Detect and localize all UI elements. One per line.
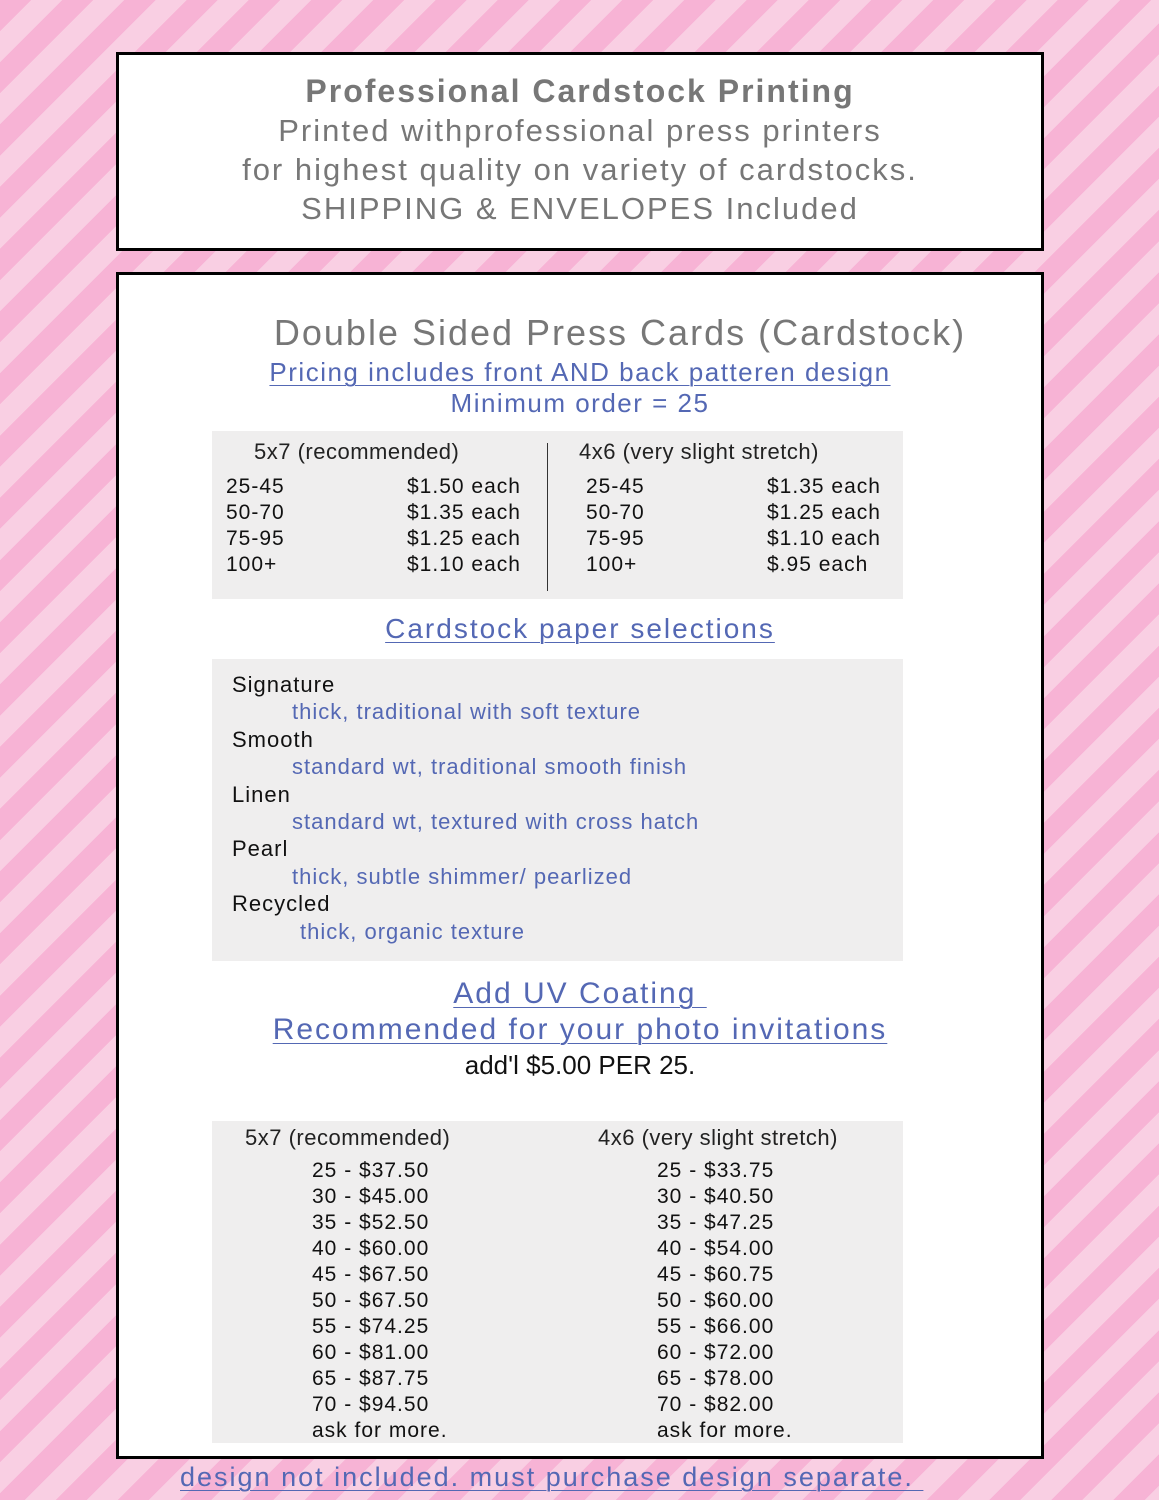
uv-price-row: 40 - $54.00 [657,1237,775,1260]
pricing-note: Pricing includes front AND back patteren design [269,357,891,387]
uv-price-row: 60 - $81.00 [312,1341,430,1364]
press-cards-title: Double Sided Press Cards (Cardstock) [273,312,967,353]
price: $1.25 each [407,527,521,550]
uv-price-row: 45 - $67.50 [312,1263,430,1286]
qty-list-5x7 [226,475,285,579]
minimum-order: Minimum order = 25 [450,388,710,418]
price-list-4x6 [767,475,881,579]
press-pricing-panel [212,431,903,599]
uv-price-row: 50 - $67.50 [312,1289,430,1312]
header-line: Printed withprofessional press printers [278,113,882,148]
footer-note: design not included. must purchase design separate. [180,1462,924,1492]
column-heading-5x7: 5x7 (recommended) [245,1125,451,1150]
paper-name: Pearl [232,836,289,862]
uv-list-4x6 [657,1159,793,1445]
uv-coating-price: add'l $5.00 PER 25. [464,1050,696,1080]
uv-price-row: 60 - $72.00 [657,1341,775,1364]
uv-list-5x7 [312,1159,448,1445]
header-line: for highest quality on variety of cardstocks. [242,152,918,187]
qty: 25-45 [226,475,285,498]
price: $1.35 each [407,501,521,524]
uv-price-row: ask for more. [657,1419,793,1442]
header-line: SHIPPING & ENVELOPES Included [301,191,859,226]
content-box [116,272,1044,1459]
paper-desc: standard wt, traditional smooth finish [292,754,688,780]
price: $1.10 each [767,527,881,550]
paper-panel [212,659,903,961]
uv-price-row: 70 - $94.50 [312,1393,430,1416]
uv-coating-title: Add UV Coating [453,977,707,1010]
uv-price-row: 65 - $87.75 [312,1367,430,1390]
column-divider [547,443,548,591]
qty: 75-95 [586,527,645,550]
paper-selections-title: Cardstock paper selections [385,613,775,644]
qty: 100+ [586,553,638,576]
qty: 100+ [226,553,278,576]
uv-pricing-panel [212,1121,903,1443]
header-title: Professional Cardstock Printing [305,73,855,109]
uv-price-row: 55 - $66.00 [657,1315,775,1338]
header-box [116,52,1044,251]
uv-price-row: 30 - $40.50 [657,1185,775,1208]
qty-list-4x6 [586,475,645,579]
uv-price-row: 50 - $60.00 [657,1289,775,1312]
paper-desc: thick, subtle shimmer/ pearlized [292,863,633,889]
column-heading-5x7: 5x7 (recommended) [254,439,460,464]
paper-desc: standard wt, textured with cross hatch [292,809,700,835]
qty: 50-70 [586,501,645,524]
uv-coating-subtitle: Recommended for your photo invitations [272,1013,888,1046]
price: $1.35 each [767,475,881,498]
column-heading-4x6: 4x6 (very slight stretch) [579,439,819,464]
uv-price-row: ask for more. [312,1419,448,1442]
uv-price-row: 65 - $78.00 [657,1367,775,1390]
uv-price-row: 35 - $47.25 [657,1211,775,1234]
paper-name: Smooth [232,726,314,752]
uv-price-row: 55 - $74.25 [312,1315,430,1338]
qty: 50-70 [226,501,285,524]
qty: 75-95 [226,527,285,550]
paper-name: Signature [232,672,336,697]
uv-price-row: 35 - $52.50 [312,1211,430,1234]
paper-list [232,671,699,945]
qty: 25-45 [586,475,645,498]
paper-desc: thick, traditional with soft texture [292,699,642,725]
column-heading-4x6: 4x6 (very slight stretch) [598,1125,838,1150]
uv-price-row: 30 - $45.00 [312,1185,430,1208]
price-list-5x7 [407,475,521,579]
uv-price-row: 40 - $60.00 [312,1237,430,1260]
price: $1.25 each [767,501,881,524]
paper-name: Recycled [232,891,331,917]
uv-price-row: 25 - $37.50 [312,1159,430,1182]
price: $1.50 each [407,475,521,498]
uv-price-row: 25 - $33.75 [657,1159,775,1182]
price: $1.10 each [407,553,521,576]
uv-price-row: 45 - $60.75 [657,1263,775,1286]
price: $.95 each [767,553,869,576]
paper-name: Linen [232,781,291,807]
paper-desc: thick, organic texture [300,918,525,944]
uv-price-row: 70 - $82.00 [657,1393,775,1416]
